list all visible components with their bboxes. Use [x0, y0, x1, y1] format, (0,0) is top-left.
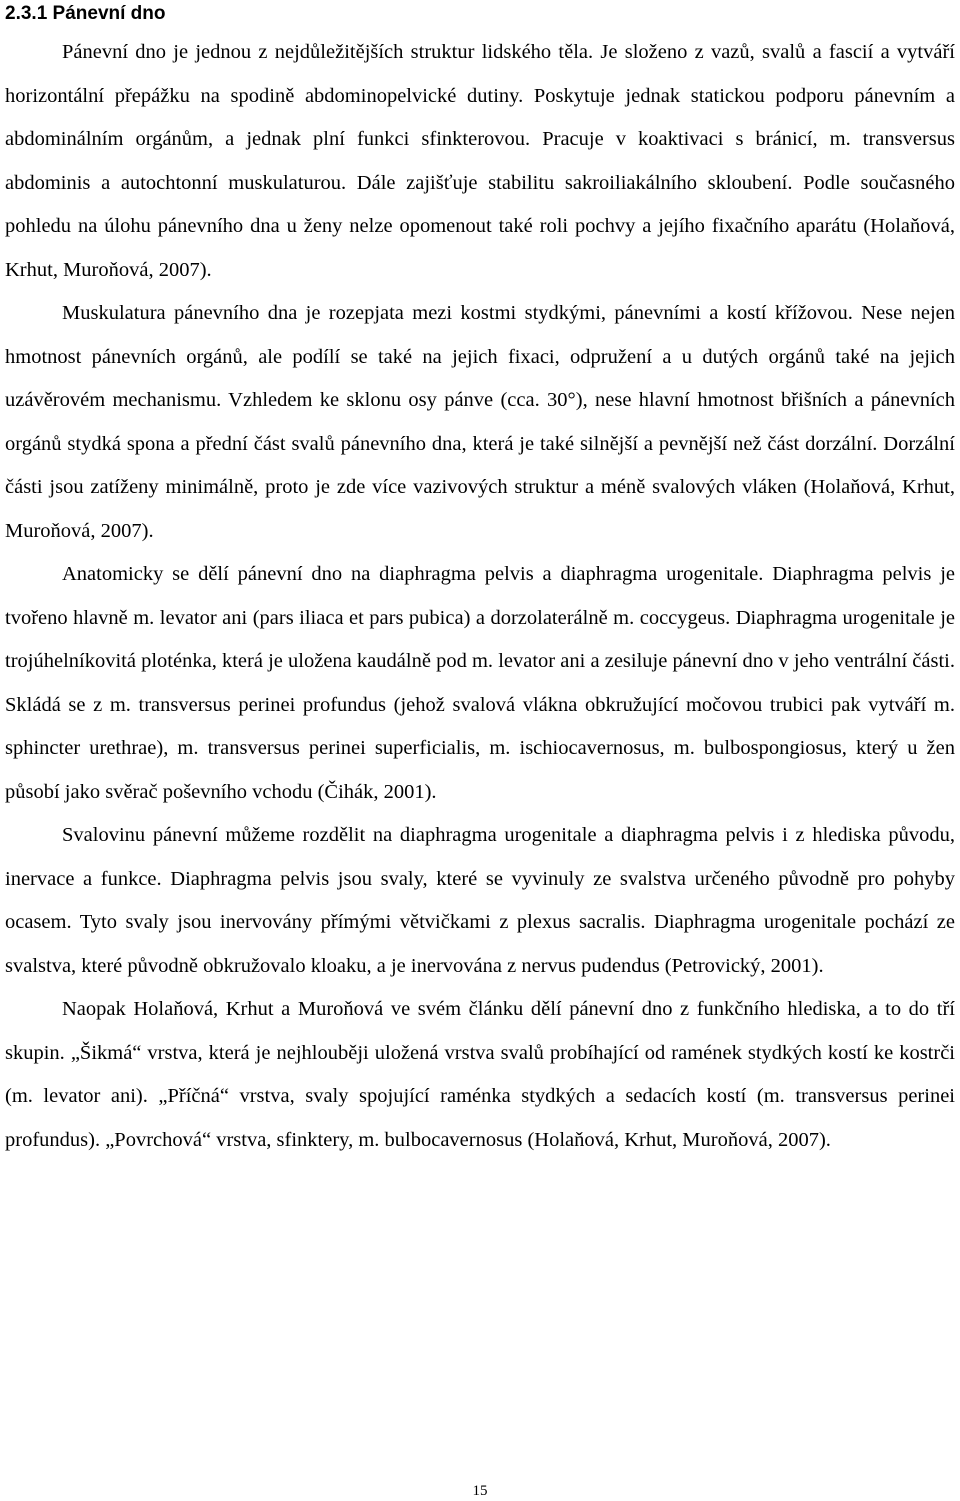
paragraph-pelvic-floor-intro: Pánevní dno je jednou z nejdůležitějších struktur lidského těla. Je složeno z vazů, svalů a fascií a vytváří horizontální přepážku na spodině abdominopelvické dutiny. Poskytuje jednak statickou podporu pánevním a abdominálním orgánům, a jednak plní funkci sfinkterovou. Pracuje v koaktivaci s bránicí, m. transversus abdominis a autochtonní muskulaturou. Dále zajišťuje stabilitu sakroiliakálního skloubení. Podle současného pohledu na úlohu pánevního dna u ženy nelze opomenout také roli pochvy a jejího fixačního aparátu (Holaňová, Krhut, Muroňová, 2007).: [5, 41, 955, 281]
page-number: 15: [472, 1483, 488, 1499]
paragraph-anatomy: Anatomicky se dělí pánevní dno na diaphragma pelvis a diaphragma urogenitale. Diaphragma pelvis je tvořeno hlavně m. levator ani (pars iliaca et pars pubica) a dorzolaterálně m. coccygeus. Diaphragma urogenitale je trojúhelníkovitá ploténka, která je uložena kaudálně pod m. levator ani a zesiluje pánevní dno v jeho ventrální části. Skládá se z m. transversus perinei profundus (jehož svalová vlákna obkružující močovou trubici pak vytváří m. sphincter urethrae), m. transversus perinei superficialis, m. ischiocavernosus, m. bulbospongiosus, který u žen působí jako svěrač poševního vchodu (Čihák, 2001).: [5, 563, 955, 803]
section-heading: 2.3.1 Pánevní dno: [5, 3, 166, 24]
paragraph-origin-innervation: Svalovinu pánevní můžeme rozdělit na diaphragma urogenitale a diaphragma pelvis i z hlediska původu, inervace a funkce. Diaphragma pelvis jsou svaly, které se vyvinuly ze svalstva určeného původně pro pohyby ocasem. Tyto svaly jsou inervovány přímými větvičkami z plexus sacralis. Diaphragma urogenitale pochází ze svalstva, které původně obkružovalo kloaku, a je inervována z nervus pudendus (Petrovický, 2001).: [5, 824, 955, 977]
document-page: [5, 0, 955, 1162]
paragraph-functional-layers: Naopak Holaňová, Krhut a Muroňová ve svém článku dělí pánevní dno z funkčního hlediska, a to do tří skupin. „Šikmá“ vrstva, která je nejhlouběji uložená vrstva svalů probíhající od ramének stydkých kostí ke kostrči (m. levator ani). „Příčná“ vrstva, svaly spojující raménka stydkých a sedacích kostí (m. transversus perinei profundus). „Povrchová“ vrstva, sfinktery, m. bulbocavernosus (Holaňová, Krhut, Muroňová, 2007).: [5, 998, 955, 1151]
paragraph-musculature: Muskulatura pánevního dna je rozepjata mezi kostmi stydkými, pánevními a kostí křížovou. Nese nejen hmotnost pánevních orgánů, ale podílí se také na jejich fixaci, odpružení a u dutých orgánů také na jejich uzávěrovém mechanismu. Vzhledem ke sklonu osy pánve (cca. 30°), nese hlavní hmotnost břišních a pánevních orgánů stydká spona a přední část svalů pánevního dna, která je také silnější a pevnější než část dorzální. Dorzální části jsou zatíženy minimálně, proto je zde více vazivových struktur a méně svalových vláken (Holaňová, Krhut, Muroňová, 2007).: [5, 302, 955, 542]
